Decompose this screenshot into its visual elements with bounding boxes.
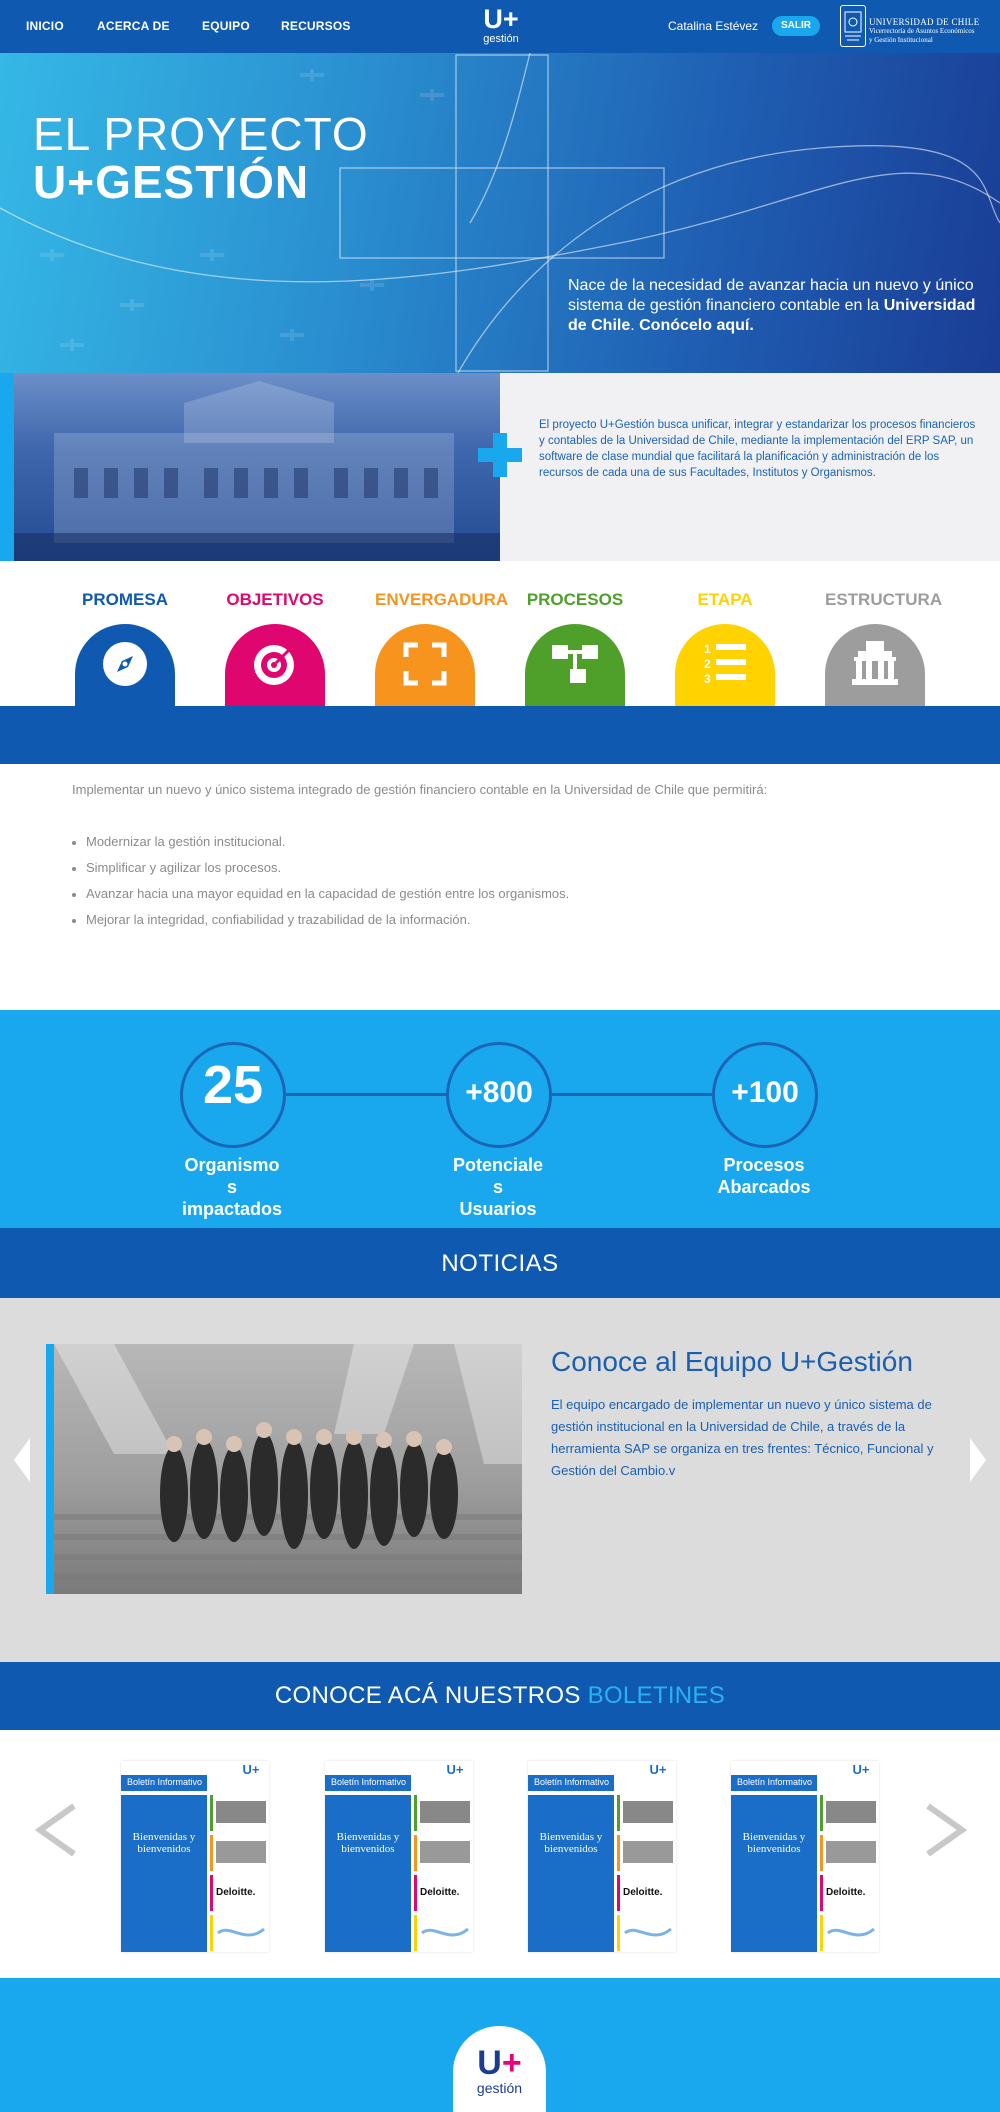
tab-objetivos-shape [225,624,325,706]
nav-equipo[interactable]: EQUIPO [202,19,250,33]
stat-usuarios-label: Potenciale s Usuarios [452,1155,544,1219]
news-section-title: NOTICIAS [441,1250,559,1277]
university-line3: y Gestión Institucional [869,36,933,44]
bulletin-right-panel [617,1795,676,1952]
news-next-arrow-icon[interactable] [970,1438,986,1482]
expand-icon [402,641,448,687]
promesa-content [72,782,952,933]
university-building-photo [14,373,500,561]
bulletin-logo-icon: U+ [242,1762,260,1777]
site-logo[interactable] [476,5,526,49]
tab-envergadura-label: ENVERGADURA [375,590,509,609]
svg-text:1: 1 [704,642,711,656]
stat-procesos-value: +100 [712,1042,818,1148]
list-item: Modernizar la gestión institucional. [72,829,952,855]
tab-promesa[interactable] [75,590,175,618]
stat-organismos-value: 25 [180,1042,286,1148]
bulletin-left-panel [731,1795,817,1952]
bulletin-card[interactable] [121,1761,269,1952]
building-icon [852,641,898,687]
bulletin-brand-text: Deloitte. [623,1887,663,1898]
bulletin-header-text: Boletín Informativo [534,1777,610,1787]
footer-logo-main [453,2046,546,2080]
bulletins-next-arrow-icon[interactable] [924,1802,968,1858]
tab-etapa-shape [675,624,775,706]
tab-estructura[interactable] [825,590,943,618]
tab-envergadura-shape [375,624,475,706]
bulletin-left-panel [121,1795,207,1952]
bulletin-logo-icon: U+ [852,1762,870,1777]
hero-title-line1: EL PROYECTO [33,108,369,160]
tab-etapa-label: ETAPA [697,590,753,609]
news-prev-arrow-icon[interactable] [14,1438,30,1482]
bulletin-brand-text: Deloitte. [216,1887,256,1898]
bulletin-brand-text: Deloitte. [826,1887,866,1898]
news-accent-bar [46,1344,54,1594]
promesa-list [72,829,952,933]
bulletin-logo-icon: U+ [446,1762,464,1777]
intro-text: El proyecto U+Gestión busca unificar, integrar y estandarizar los procesos financieros y contables de la Universidad de Chile, mediante la implementación del ERP SAP, un software de clase mundial que facilitará la planificación y administración de los recursos de cada una de sus Facultades, Institutos y Organismos. [539,419,976,479]
target-icon [252,641,298,687]
nav-recursos[interactable]: RECURSOS [281,19,351,33]
university-line2: Vicerrectoría de Asuntos Económicos [869,27,975,35]
nav-inicio[interactable]: INICIO [26,19,64,33]
hero-desc-text: Nace de la necesidad de avanzar hacia un nuevo y único sistema de gestión financiero contable en la [568,277,974,314]
bulletin-left-panel [325,1795,411,1952]
compass-icon [102,641,148,687]
news-header [0,1228,1000,1298]
svg-text:3: 3 [704,672,711,686]
news-carousel [0,1298,1000,1662]
logo-sub-text: gestión [483,33,519,45]
intro-accent-bar [0,373,14,561]
tab-procesos-label: PROCESOS [526,590,624,609]
news-body: El equipo encargado de implementar un nuevo y único sistema de gestión institucional en la Universidad de Chile, a través de la herramienta SAP se organiza en tres frentes: Técnico, Funcional y Gestión del Cambio.v [551,1397,934,1478]
bulletin-welcome-text: Bienvenidas y bienvenidos [539,1831,603,1855]
bulletins-title-prefix: CONOCE ACÁ NUESTROS [274,1682,588,1709]
tab-promesa-label: PROMESA [82,590,168,609]
bulletin-left-panel [528,1795,614,1952]
bulletin-header-text: Boletín Informativo [737,1777,813,1787]
bulletin-header-text: Boletín Informativo [331,1777,407,1787]
footer-logo-plus: + [501,2044,522,2082]
hero-banner [0,53,1000,373]
flowchart-icon [552,641,598,687]
category-content-band [0,706,1000,764]
hero-desc-separator: . [630,317,640,334]
nav-acerca-de[interactable]: ACERCA DE [97,19,170,33]
top-navbar [0,0,1000,53]
plus-icon [478,433,522,477]
university-name [869,18,980,45]
tab-procesos-shape [525,624,625,706]
team-photo[interactable] [54,1344,522,1594]
tab-estructura-label: ESTRUCTURA [825,590,943,609]
stat-procesos-label: Procesos Abarcados [717,1155,811,1197]
list-item: Mejorar la integridad, confiabilidad y trazabilidad de la información. [72,907,952,933]
bulletin-right-panel [414,1795,473,1952]
stat-usuarios-value: +800 [446,1042,552,1148]
hero-desc-link[interactable]: Conócelo aquí. [639,317,754,334]
list-item: Simplificar y agilizar los procesos. [72,855,952,881]
bulletin-welcome-text: Bienvenidas y bienvenidos [336,1831,400,1855]
bulletin-card[interactable] [528,1761,676,1952]
bulletins-header [0,1662,1000,1730]
tab-procesos[interactable] [525,590,625,618]
university-seal-icon [840,5,866,47]
university-line1: UNIVERSIDAD DE CHILE [869,17,980,27]
bulletins-carousel [0,1730,1000,1978]
svg-text:2: 2 [704,657,711,671]
stat-organismos-label: Organismo s impactados [181,1155,283,1219]
hero-desc-university: Universidad de Chile [568,297,976,334]
tab-etapa[interactable] [675,590,775,686]
user-name: Catalina Estévez [668,19,759,33]
bulletin-card[interactable] [731,1761,879,1952]
logout-button[interactable]: SALIR [772,16,820,36]
bulletins-title-highlight: BOLETINES [587,1682,726,1709]
tab-objetivos[interactable] [225,590,325,618]
news-title[interactable]: Conoce al Equipo U+Gestión [551,1346,913,1377]
numbered-list-icon [702,641,748,687]
footer-logo-sub: gestión [476,2080,523,2096]
tab-objetivos-label: OBJETIVOS [226,590,324,609]
tab-envergadura[interactable] [375,590,509,618]
footer [0,1978,1000,2112]
promesa-intro: Implementar un nuevo y único sistema integrado de gestión financiero contable en la Universidad de Chile que permitirá: [72,782,768,797]
bulletins-prev-arrow-icon[interactable] [34,1802,78,1858]
bulletin-header-text: Boletín Informativo [127,1777,203,1787]
bulletins-title [0,1682,1000,1710]
hero-title-line2: U+GESTIÓN [33,156,310,208]
bulletin-logo-icon: U+ [649,1762,667,1777]
footer-logo-u: U [477,2044,502,2082]
bulletin-right-panel [210,1795,269,1952]
bulletin-card[interactable] [325,1761,473,1952]
tab-estructura-shape [825,624,925,706]
footer-logo[interactable] [453,2026,546,2112]
bulletin-right-panel [820,1795,879,1952]
stats-section [0,1010,1000,1228]
bulletin-welcome-text: Bienvenidas y bienvenidos [132,1831,196,1855]
intro-section [0,373,1000,561]
list-item: Avanzar hacia una mayor equidad en la capacidad de gestión entre los organismos. [72,881,952,907]
tab-promesa-shape [75,624,175,706]
bulletin-brand-text: Deloitte. [420,1887,460,1898]
bulletin-welcome-text: Bienvenidas y bienvenidos [742,1831,806,1855]
logo-main-text: U+ [483,4,519,34]
hero-description [568,276,988,336]
